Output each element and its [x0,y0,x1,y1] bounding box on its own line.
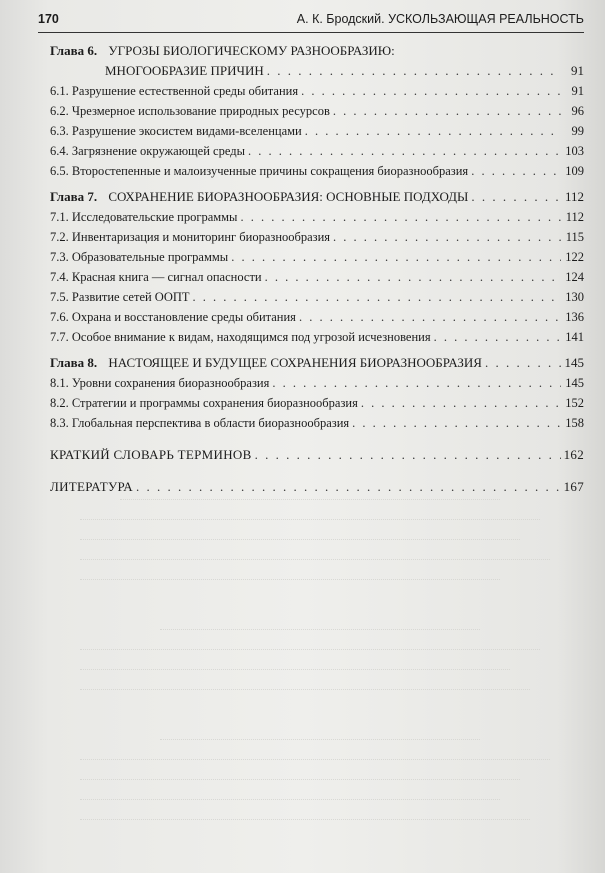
page-ref: 99 [571,124,584,138]
toc-entry-6-5[interactable] [50,161,584,181]
leader-dots [471,161,561,181]
entry-label: 7.3. Образовательные программы [50,250,229,264]
toc-entry-8-3[interactable] [50,413,584,433]
entry-label: 7.6. Охрана и восстановление среды обитания [50,310,296,324]
toc-entry-7-1[interactable] [50,207,584,227]
toc-entry-8-1[interactable] [50,373,584,393]
page-ref: 136 [565,310,584,324]
toc-entry-6-1[interactable] [50,81,584,101]
entry-label: 6.1. Разрушение естественной среды обитания [50,84,299,98]
entry-label: ЛИТЕРАТУРА [50,479,133,494]
entry-label: 7.1. Исследовательские программы [50,210,238,224]
toc-entry-8-2[interactable] [50,393,584,413]
leader-dots [231,247,561,267]
leader-dots [267,61,561,81]
entry-label: 6.5. Второстепенные и малоизученные причины сокращения биоразнообразия [50,164,469,178]
page-ref: 109 [565,164,584,178]
page-ref: 145 [564,355,584,370]
leader-dots [136,477,561,497]
entry-label: 7.4. Красная книга — сигнал опасности [50,270,262,284]
leader-dots [301,81,561,101]
toc-entry-7-6[interactable] [50,307,584,327]
page-ref: 124 [565,270,584,284]
entry-label: 8.2. Стратегии и программы сохранения биоразнообразия [50,396,358,410]
page-ref: 122 [565,250,584,264]
running-title: А. К. Бродский. УСКОЛЬЗАЮЩАЯ РЕАЛЬНОСТЬ [296,12,584,26]
entry-label: 7.5. Развитие сетей ООПТ [50,290,190,304]
leader-dots [333,101,561,121]
leader-dots [352,413,561,433]
entry-label: КРАТКИЙ СЛОВАРЬ ТЕРМИНОВ [50,447,252,462]
toc-entry-6-2[interactable] [50,101,584,121]
page-ref: 130 [565,290,584,304]
toc-entry-7-4[interactable] [50,267,584,287]
entry-label: 6.3. Разрушение экосистем видами-вселенцами [50,124,302,138]
chapter-number: Глава 8. [50,355,98,370]
table-of-contents [50,41,584,497]
page-ref: 152 [565,396,584,410]
page-ref: 103 [565,144,584,158]
leader-dots [333,227,561,247]
page-ref: 141 [565,330,584,344]
chapter-title: СОХРАНЕНИЕ БИОРАЗНООБРАЗИЯ: ОСНОВНЫЕ ПОДХОДЫ [108,189,469,204]
page-ref: 145 [565,376,584,390]
toc-chapter-6-line2[interactable] [50,61,584,81]
leader-dots [240,207,561,227]
leader-dots [265,267,561,287]
toc-chapter-7[interactable] [50,187,584,207]
entry-label: 6.4. Загрязнение окружающей среды [50,144,245,158]
entry-label: 6.2. Чрезмерное использование природных ресурсов [50,104,330,118]
leader-dots [193,287,561,307]
toc-entry-7-3[interactable] [50,247,584,267]
leader-dots [485,353,561,373]
toc-entry-7-2[interactable] [50,227,584,247]
entry-label: 8.3. Глобальная перспектива в области биоразнообразия [50,416,350,430]
leader-dots [299,307,561,327]
toc-entry-7-5[interactable] [50,287,584,307]
leader-dots [361,393,561,413]
toc-chapter-6[interactable] [50,41,584,61]
leader-dots [272,373,561,393]
toc-entry-6-4[interactable] [50,141,584,161]
leader-dots [255,445,561,465]
leader-dots [305,121,561,141]
leader-dots [434,327,561,347]
page-ref: 112 [565,210,584,224]
toc-entry-7-7[interactable] [50,327,584,347]
page-ref: 96 [571,104,584,118]
page-ref: 158 [565,416,584,430]
chapter-title-cont: МНОГООБРАЗИЕ ПРИЧИН [105,63,264,78]
page-ref: 91 [571,84,584,98]
running-header [38,8,584,33]
leader-dots [248,141,561,161]
toc-entry-6-3[interactable] [50,121,584,141]
leader-dots [471,187,561,207]
entry-label: 8.1. Уровни сохранения биоразнообразия [50,376,270,390]
chapter-title: НАСТОЯЩЕЕ И БУДУЩЕЕ СОХРАНЕНИЯ БИОРАЗНООБРАЗИЯ [108,355,482,370]
page-ref: 167 [563,479,584,494]
entry-label: 7.2. Инвентаризация и мониторинг биоразнообразия [50,230,331,244]
toc-glossary[interactable] [50,445,584,465]
page-ref: 115 [565,230,584,244]
toc-literature[interactable] [50,477,584,497]
chapter-title: УГРОЗЫ БИОЛОГИЧЕСКОМУ РАЗНООБРАЗИЮ: [108,43,395,58]
page-number: 170 [38,12,59,26]
page-ref: 112 [564,189,584,204]
show-through-texture [40,480,580,820]
page-ref: 162 [563,447,584,462]
chapter-number: Глава 7. [50,189,98,204]
toc-chapter-8[interactable] [50,353,584,373]
chapter-number: Глава 6. [50,43,98,58]
entry-label: 7.7. Особое внимание к видам, находящимся под угрозой исчезновения [50,330,431,344]
page-ref: 91 [571,63,584,78]
